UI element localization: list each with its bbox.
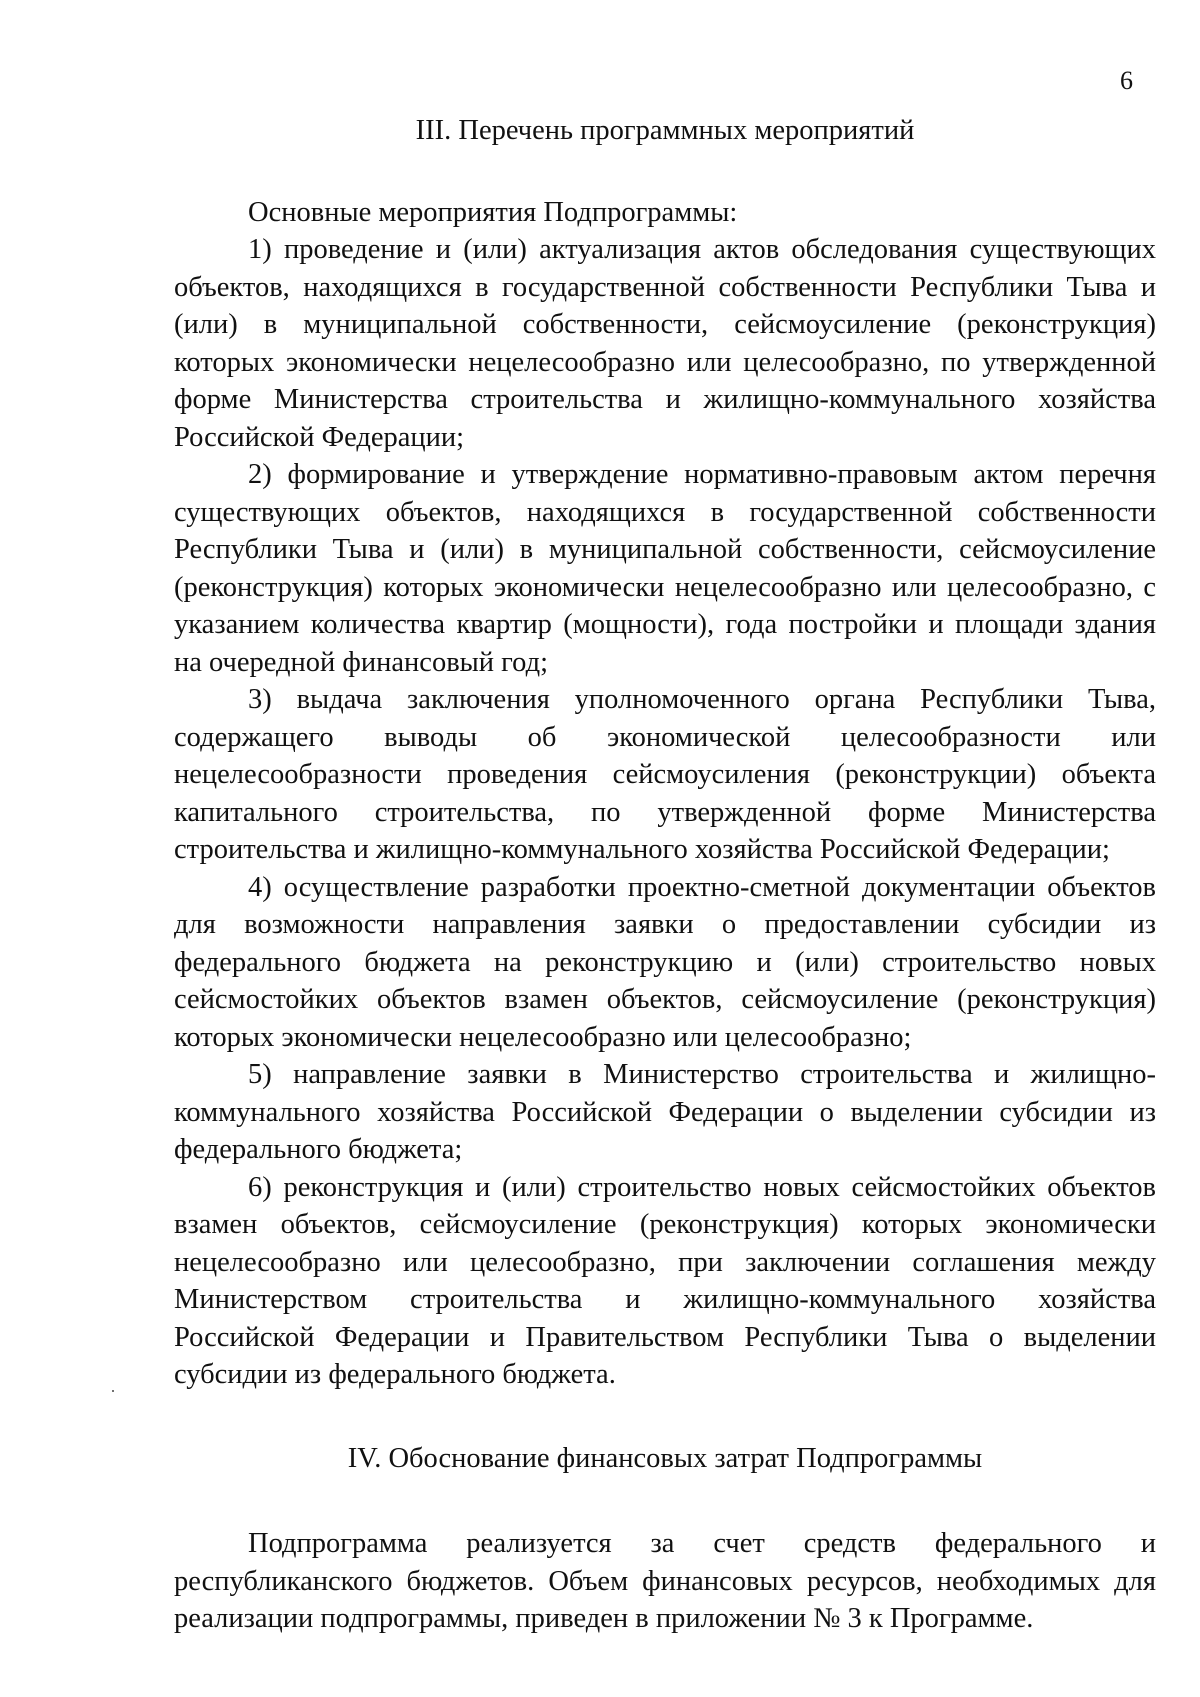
section-heading-4: IV. Обоснование финансовых затрат Подпрограммы — [347, 1442, 983, 1474]
list-item-2: 2) формирование и утверждение нормативно-правовым актом перечня существующих объектов, находящихся в государственной собственности Республики Тыва и (или) в муниципальной собственности, сейсмоусиление (реконструкция) которых экономически нецелесообразно или целесообразно, с указанием количества квартир (мощности), года постройки и площади здания на очередной финансовый год; — [174, 459, 1156, 678]
list-item-1: 1) проведение и (или) актуализация актов обследования существующих объектов, находящихся в государственной собственности Республики Тыва и (или) в муниципальной собственности, сейсмоусиление (реконструкция) которых экономически нецелесообразно или целесообразно, по утвержденной форме Министерства строительства и жилищно-коммунального хозяйства Российской Федерации; — [174, 234, 1156, 453]
section-intro: Основные мероприятия Подпрограммы: — [248, 196, 738, 228]
document-body — [174, 112, 1156, 1638]
section-heading-3: III. Перечень программных мероприятий — [415, 115, 915, 146]
page-number: 6 — [1120, 66, 1133, 95]
list-item-3: 3) выдача заключения уполномоченного органа Республики Тыва, содержащего выводы об экономической целесообразности или нецелесообразности проведения сейсмоусиления (реконструкции) объекта капитального строительства, по утвержденной форме Министерства строительства и жилищно-коммунального хозяйства Российской Федерации; — [174, 684, 1156, 865]
section-4-paragraph: Подпрограмма реализуется за счет средств федерального и республиканского бюджетов. Объем финансовых ресурсов, необходимых для реализации подпрограммы, приведен в приложении № 3 к Программе. — [174, 1528, 1156, 1634]
list-item-5: 5) направление заявки в Министерство строительства и жилищно-коммунального хозяйства Российской Федерации о выделении субсидии из федерального бюджета; — [174, 1059, 1156, 1165]
list-item-6: 6) реконструкция и (или) строительство новых сейсмостойких объектов взамен объектов, сейсмоусиление (реконструкция) которых экономически нецелесообразно или целесообразно, при заключении соглашения между Министерством строительства и жилищно-коммунального хозяйства Российской Федерации и Правительством Республики Тыва о выделении субсидии из федерального бюджета. — [174, 1171, 1156, 1390]
scan-speck — [112, 1390, 114, 1392]
list-item-4: 4) осуществление разработки проектно-сметной документации объектов для возможности направления заявки о предоставлении субсидии из федерального бюджета на реконструкцию и (или) строительство новых сейсмостойких объектов взамен объектов, сейсмоусиление (реконструкция) которых экономически нецелесообразно или целесообразно; — [174, 871, 1156, 1053]
